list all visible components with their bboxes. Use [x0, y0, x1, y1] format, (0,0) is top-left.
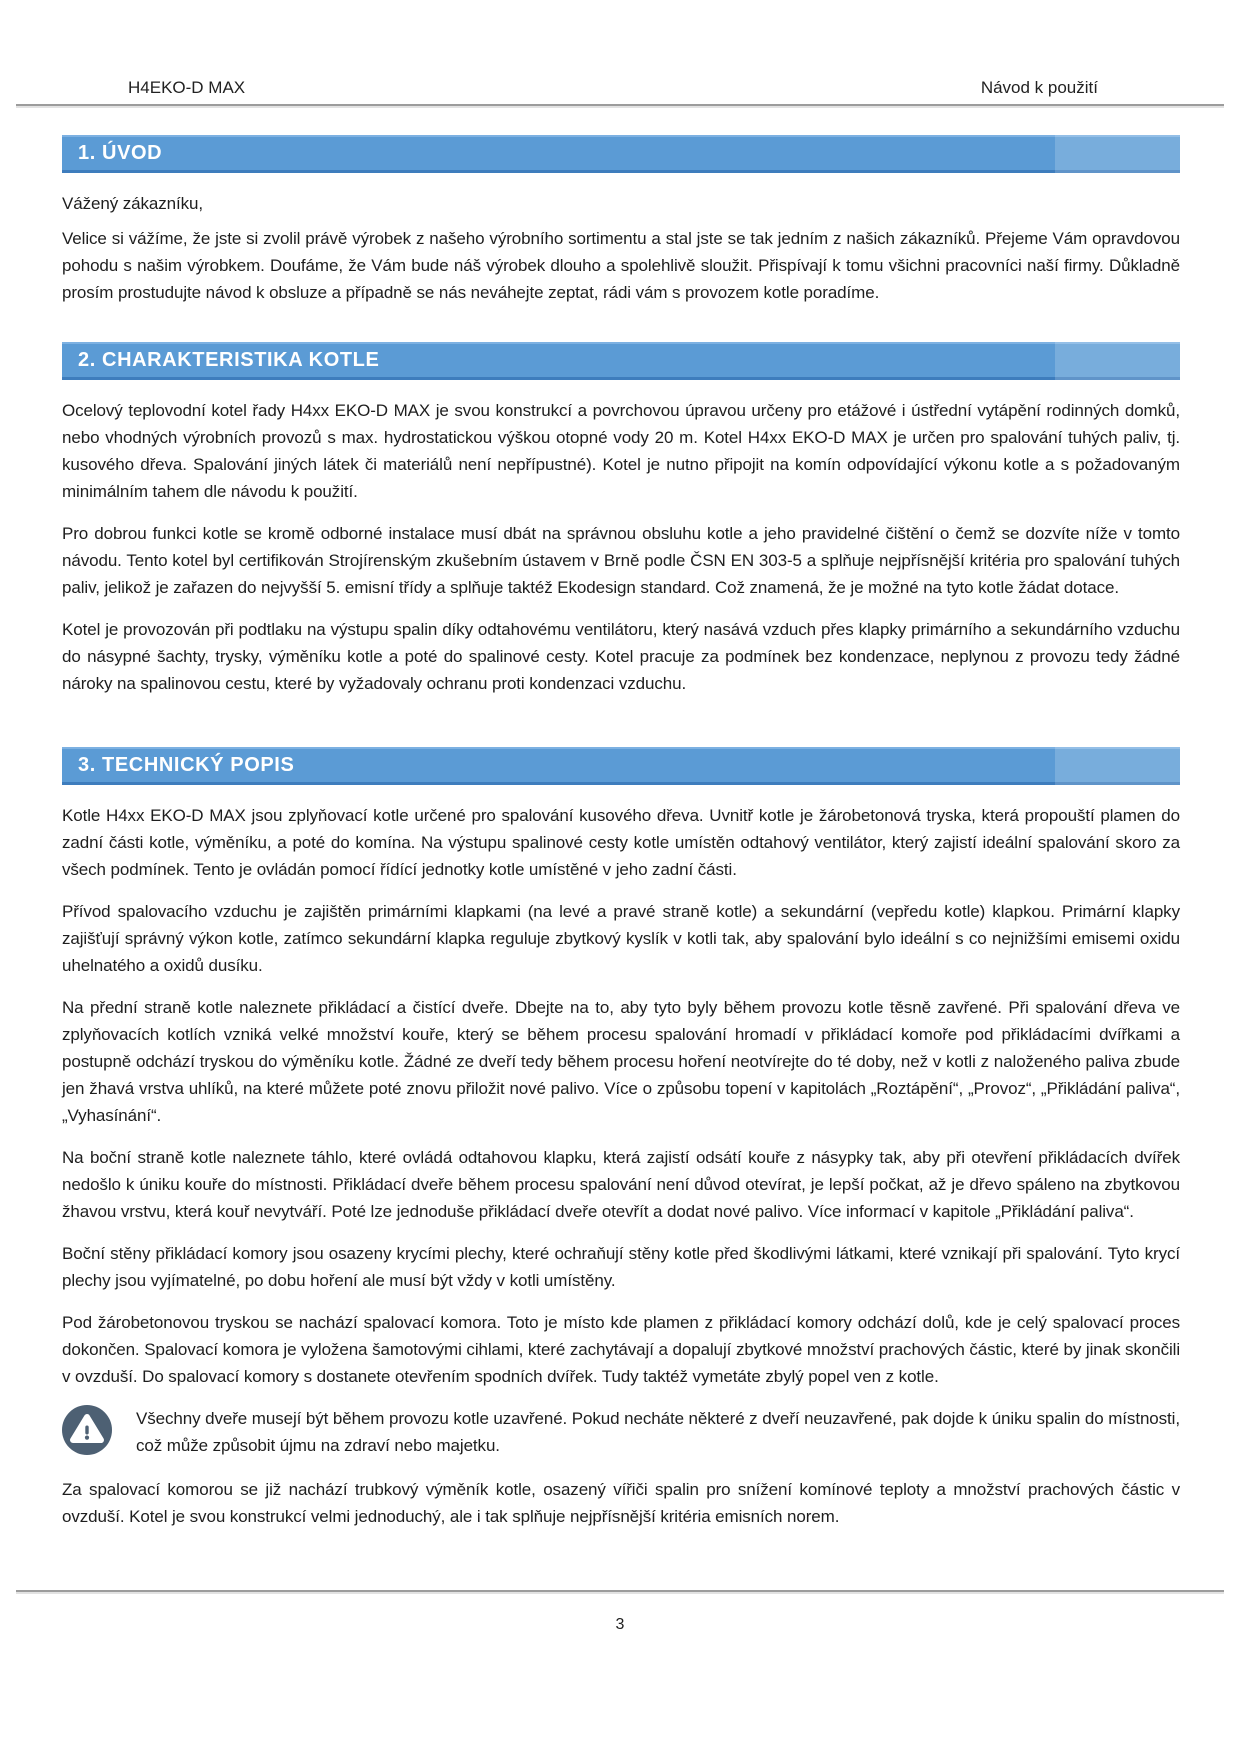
warning-text: Všechny dveře musejí být během provozu kotle uzavřené. Pokud necháte některé z dveří neuzavřené, pak dojde k úniku spalin do místnosti, což může způsobit újmu na zdraví nebo majetku. [136, 1409, 1180, 1455]
paragraph-characteristics-2: Pro dobrou funkci kotle se kromě odborné instalace musí dbát na správnou obsluhu kotle a jeho pravidelné čištění o čemž se dozvíte níže v tomto návodu. Tento kotel byl certifikován Strojírenským zkušebním ústavem v Brně podle ČSN EN 303-5 a splňuje nejpřísnější kritéria pro spalování tuhých paliv, jelikož je zařazen do nejvyšší 5. emisní třídy a splňuje taktéž Ekodesign standard. Což znamená, že je možné na tyto kotle žádat dotace. [62, 524, 1180, 597]
paragraph-characteristics-1: Ocelový teplovodní kotel řady H4xx EKO-D MAX je svou konstrukcí a povrchovou úpravou určeny pro etážové i ústřední vytápění rodinných domků, nebo vhodných výrobních provozů s max. hydrostatickou výškou otopné vody 20 m. Kotel H4xx EKO-D MAX je určen pro spalování tuhých paliv, tj. kusového dřeva. Spalování jiných látek či materiálů není nepřípustné). Kotel je nutno připojit na komín odpovídající výkonu kotle a s požadovaným minimálním tahem dle návodu k použití. [62, 401, 1180, 501]
paragraph-technical-3: Na přední straně kotle naleznete přikládací a čistící dveře. Dbejte na to, aby tyto byly během provozu kotle těsně zavřené. Při spalování dřeva ve zplyňovacích kotlích vzniká velké množství kouře, který se během procesu spalování hromadí v přikládací komoře pod přikládacími dvířkami a postupně odchází tryskou do výměníku kotle. Žádné ze dveří tedy během procesu hoření neotvírejte do té doby, než v kotli z naloženého paliva zbude jen žhavá vrstva uhlíků, na které můžete poté znovu přiložit nové palivo. Více o způsobu topení v kapitolách „Roztápění“, „Provoz“, „Přikládání paliva“, „Vyhasínání“. [62, 998, 1180, 1125]
section-heading-technicky-popis [62, 747, 1180, 785]
paragraph-technical-4: Na boční straně kotle naleznete táhlo, které ovládá odtahovou klapku, která zajistí odsátí kouře z násypky tak, aby při otevření přikládacích dvířek nedošlo k úniku kouře do místnosti. Přikládací dveře během procesu spalování není důvod otevírat, je lepší počkat, až je dřevo spáleno na zbytkovou žhavou vrstvu, která kouř nevytváří. Poté lze jednoduše přikládací dveře otevřít a dodat nové palivo. Více informací v kapitole „Přikládání paliva“. [62, 1148, 1180, 1221]
warning-note [62, 1405, 1180, 1459]
paragraph-technical-1: Kotle H4xx EKO-D MAX jsou zplyňovací kotle určené pro spalování kusového dřeva. Uvnitř kotle je žárobetonová tryska, která propouští plamen do zadní části kotle, výměníku, a poté do komína. Na výstupu spalinové cesty kotle umístěn odtahový ventilátor, který zajistí ideální spalování skoro za všech podmínek. Tento je ovládán pomocí řídící jednotky kotle umístěné v jeho zadní části. [62, 806, 1180, 879]
warning-triangle-icon [62, 1405, 112, 1455]
footer-rule [16, 1590, 1224, 1594]
document-body [62, 135, 1180, 1545]
paragraph-intro-body: Velice si vážíme, že jste si zvolil právě výrobek z našeho výrobního sortimentu a stal jste se tak jedním z našich zákazníků. Přejeme Vám opravdovou pohodu s našim výrobkem. Doufáme, že Vám bude náš výrobek dlouho a spolehlivě sloužit. Přispívají k tomu všichni pracovníci naší firmy. Důkladně prosím prostudujte návod k obsluze a případně se nás neváhejte zeptat, rádi vám s provozem kotle poradíme. [62, 229, 1180, 302]
page-number: 3 [615, 1616, 625, 1633]
paragraph-characteristics-3: Kotel je provozován při podtlaku na výstupu spalin díky odtahovému ventilátoru, který nasává vzduch přes klapky primárního a sekundárního vzduchu do násypné šachty, trysky, výměníku kotle a poté do spalinové cesty. Kotel pracuje za podmínek bez kondenzace, neplynou z provozu tedy žádné nároky na spalinovou cestu, které by vyžadovaly ochranu proti kondenzaci vzduchu. [62, 620, 1180, 693]
header-doc-title: H4EKO-D MAX [128, 78, 246, 97]
header-rule [16, 104, 1224, 108]
section-heading-charakteristika [62, 342, 1180, 380]
paragraph-technical-6: Pod žárobetonovou tryskou se nachází spalovací komora. Toto je místo kde plamen z přikládací komory odchází dolů, kde je celý spalovací proces dokončen. Spalovací komora je vyložena šamotovými cihlami, které zachytávají a dopalují zbytkové množství prachových částic, které by jinak skončili v ovzduší. Do spalovací komory s dostanete otevřením spodních dvířek. Tudy taktéž vymetáte zbylý popel ven z kotle. [62, 1313, 1180, 1386]
paragraph-technical-closing: Za spalovací komorou se již nachází trubkový výměník kotle, osazený vířiči spalin pro snížení komínové teploty a množství prachových částic v ovzduší. Kotel je svou konstrukcí velmi jednoduchý, ale i tak splňuje nejpřísnější kritéria emisních norem. [62, 1480, 1180, 1526]
section-heading-uvod [62, 135, 1180, 173]
paragraph-technical-2: Přívod spalovacího vzduchu je zajištěn primárními klapkami (na levé a pravé straně kotle) a sekundární (vepředu kotle) klapkou. Primární klapky zajišťují správný výkon kotle, zatímco sekundární klapka reguluje zbytkový kyslík v kotli tak, aby spalování bylo ideální s co nejnižšími emisemi oxidu uhelnatého a oxidů dusíku. [62, 902, 1180, 975]
paragraph-technical-5: Boční stěny přikládací komory jsou osazeny krycími plechy, které ochraňují stěny kotle před škodlivými látkami, které vznikají při spalování. Tyto krycí plechy jsou vyjímatelné, po dobu hoření ale musí být vždy v kotli umístěny. [62, 1244, 1180, 1290]
paragraph-greeting: Vážený zákazníku, [62, 194, 203, 213]
section-heading-charakteristika-label: 2. CHARAKTERISTIKA KOTLE [78, 349, 380, 371]
header-doc-subtitle: Návod k použití [980, 78, 1098, 97]
section-heading-technicky-popis-label: 3. TECHNICKÝ POPIS [78, 754, 295, 776]
section-heading-uvod-label: 1. ÚVOD [78, 142, 163, 164]
